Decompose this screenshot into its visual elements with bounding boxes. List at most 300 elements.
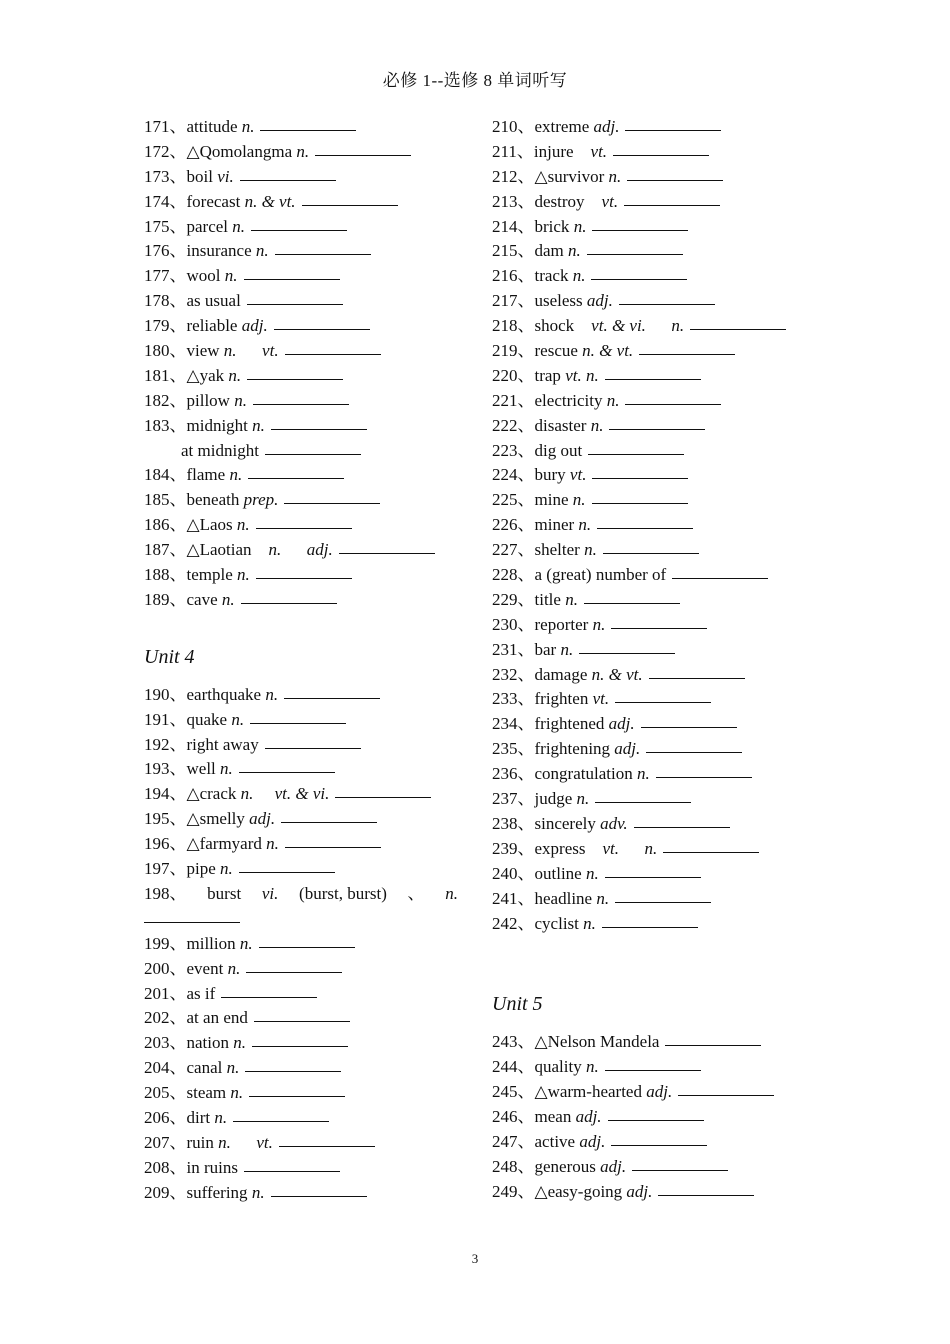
entry-pos: n. & vt.: [591, 664, 643, 684]
entry-pos: n.: [233, 1033, 246, 1053]
entry-word: attitude: [186, 117, 238, 136]
entry-number: 220、: [492, 365, 535, 385]
entry-number: 224、: [492, 465, 535, 485]
right-column: [492, 115, 822, 1205]
entry-pos: n.: [230, 1083, 244, 1103]
entry-number: 201、: [144, 983, 187, 1003]
entry-number: 212、: [492, 166, 535, 186]
entry-word: cave: [186, 589, 218, 609]
answer-blank[interactable]: [279, 1145, 375, 1147]
entry-word: △Qomolangma: [186, 141, 293, 161]
vocab-entry: [144, 215, 464, 240]
entry-number: 241、: [492, 888, 535, 908]
left-list-d: [144, 932, 464, 1206]
entry-pos: vt.: [592, 689, 610, 709]
entry-word: at an end: [186, 1008, 248, 1028]
entry-number: 174、: [144, 191, 187, 211]
entry-word: bury: [534, 465, 566, 485]
entry-word: frightening: [534, 739, 611, 759]
vocab-entry: [492, 687, 822, 712]
answer-blank[interactable]: [592, 229, 688, 231]
answer-blank[interactable]: [271, 1195, 367, 1197]
entry-word: beneath: [186, 490, 240, 510]
entry-word: △farmyard: [186, 834, 262, 854]
entry-number: 206、: [144, 1107, 187, 1127]
answer-blank[interactable]: [256, 577, 352, 579]
entry-word: frighten: [534, 689, 589, 709]
entry-word: △survivor: [534, 166, 605, 186]
left-list-c: [144, 683, 464, 882]
vocab-entry: [144, 1156, 464, 1181]
entry-pos: n.: [265, 684, 279, 704]
answer-blank[interactable]: [634, 826, 730, 828]
answer-blank[interactable]: [656, 776, 752, 778]
vocab-entry: [144, 239, 464, 264]
entry-word: trap: [534, 365, 561, 385]
vocab-entry: [144, 1056, 464, 1081]
entry-word: quake: [186, 709, 228, 729]
answer-blank[interactable]: [271, 428, 367, 430]
answer-blank[interactable]: [602, 926, 698, 928]
answer-blank[interactable]: [658, 1194, 754, 1196]
entry-pos: n.: [224, 266, 238, 286]
answer-blank[interactable]: [639, 353, 735, 355]
entry-number: 210、: [492, 117, 535, 136]
entry-pos: vt. n.: [589, 838, 658, 858]
entry-number: 187、: [144, 540, 187, 560]
answer-blank[interactable]: [339, 552, 435, 554]
answer-blank[interactable]: [221, 996, 317, 998]
answer-blank[interactable]: [240, 179, 336, 181]
answer-blank[interactable]: [302, 204, 398, 206]
entry-number: 194、: [144, 784, 187, 804]
answer-blank[interactable]: [247, 378, 343, 380]
vocab-entry: [492, 538, 822, 563]
entry-number: 231、: [492, 639, 535, 659]
entry-number: 247、: [492, 1131, 535, 1151]
entry-word: congratulation: [534, 764, 633, 784]
answer-blank[interactable]: [248, 477, 344, 479]
entry-number: 219、: [492, 341, 535, 361]
entry-word: midnight: [186, 415, 248, 435]
vocab-entry: [144, 857, 464, 882]
answer-blank[interactable]: [275, 253, 371, 255]
vocab-entry: [144, 1181, 464, 1206]
vocab-entry: [492, 638, 822, 663]
entry-word: temple: [186, 565, 233, 585]
entry-pos: n.: [572, 266, 586, 286]
entry-pos: n.: [220, 759, 233, 779]
entry-pos: adj.: [586, 291, 613, 311]
vocab-entry: [492, 439, 822, 464]
answer-blank[interactable]: [285, 846, 381, 848]
entry-pos: n.: [251, 1182, 265, 1202]
answer-blank[interactable]: [247, 303, 343, 305]
entry-word: express: [534, 838, 586, 858]
vocab-entry: [144, 513, 464, 538]
answer-blank[interactable]: [315, 154, 411, 156]
entry-pos: n.: [239, 933, 253, 953]
answer-blank[interactable]: [592, 502, 688, 504]
vocab-entry: [144, 733, 464, 758]
entry-word: △smelly: [186, 809, 245, 829]
entry-word: injure: [533, 141, 574, 161]
entry-number: 191、: [144, 709, 187, 729]
entry-pos: n.: [241, 117, 255, 136]
answer-blank[interactable]: [625, 403, 721, 405]
entry-number: 189、: [144, 589, 187, 609]
vocab-entry: [492, 837, 822, 862]
vocab-entry: [492, 239, 822, 264]
entry-word: △Laos: [186, 515, 233, 535]
entry-number: 243、: [492, 1032, 535, 1052]
entry-number: 184、: [144, 465, 187, 485]
vocab-entry: [492, 712, 822, 737]
entry-number: 208、: [144, 1157, 187, 1177]
entry-pos: n.: [608, 166, 622, 186]
entry-number: 213、: [492, 191, 535, 211]
answer-blank[interactable]: [239, 871, 335, 873]
entry-pos: n.: [590, 415, 604, 435]
entry-number: 171、: [144, 117, 187, 136]
answer-blank[interactable]: [627, 179, 723, 181]
entry-pos: n.: [220, 859, 233, 879]
entry-number: 221、: [492, 390, 535, 410]
entry-pos: n.: [221, 589, 235, 609]
entry-word: track: [534, 266, 569, 286]
entry-number: 242、: [492, 913, 535, 933]
vocab-entry: [492, 588, 822, 613]
answer-blank[interactable]: [641, 726, 737, 728]
entry-word: earthquake: [186, 684, 262, 704]
entry-pos: n.: [596, 888, 610, 908]
vocab-entry: [492, 190, 822, 215]
vocab-entry: [492, 389, 822, 414]
entry-word: suffering: [186, 1182, 248, 1202]
entry-word: rescue: [534, 341, 578, 361]
entry-word: △Nelson Mandela: [534, 1032, 660, 1052]
answer-blank[interactable]: [690, 328, 786, 330]
entry-pos: n. & vt.: [244, 191, 296, 211]
entry-number: 211、: [492, 141, 534, 161]
entry-number: 222、: [492, 415, 535, 435]
entry-pos: n.: [636, 764, 650, 784]
entry-number: 244、: [492, 1057, 535, 1077]
entry-number: 245、: [492, 1082, 535, 1102]
entry-pos: vi.: [261, 883, 279, 903]
entry-word: dirt: [186, 1107, 211, 1127]
entry-word: pillow: [186, 390, 230, 410]
answer-blank[interactable]: [646, 751, 742, 753]
entry-pos: n.: [255, 241, 269, 261]
entry-pos: n.: [576, 789, 590, 809]
answer-blank[interactable]: [649, 677, 745, 679]
entry-word: reliable: [186, 316, 238, 336]
vocab-entry: [492, 488, 822, 513]
entry-pos: n.: [572, 490, 586, 510]
answer-blank[interactable]: [603, 552, 699, 554]
entry-pos: adj.: [608, 714, 635, 734]
answer-blank[interactable]: [665, 1044, 761, 1046]
answer-blank[interactable]: [245, 1070, 341, 1072]
answer-blank[interactable]: [611, 627, 707, 629]
entry-word: nation: [186, 1033, 229, 1053]
entry-number: 249、: [492, 1181, 535, 1201]
entry-number: 218、: [492, 316, 535, 336]
vocab-entry: [144, 538, 464, 563]
vocab-entry: [492, 513, 822, 538]
entry-number: 234、: [492, 714, 535, 734]
answer-blank[interactable]: [259, 946, 355, 948]
answer-blank[interactable]: [605, 1069, 701, 1071]
entry-pos: vt.: [569, 465, 587, 485]
vocab-entry: [144, 289, 464, 314]
entry-word: extreme: [534, 117, 590, 136]
entry-number: 180、: [144, 341, 187, 361]
answer-blank[interactable]: [591, 278, 687, 280]
vocab-entry: [492, 1105, 822, 1130]
entry-word: mine: [534, 490, 569, 510]
vocab-entry: [144, 190, 464, 215]
vocab-entry: [492, 613, 822, 638]
answer-blank[interactable]: [244, 278, 340, 280]
vocab-entry: [144, 165, 464, 190]
entry-pos: n. vt.: [223, 341, 279, 361]
entry-word: damage: [534, 664, 588, 684]
entry-word: mean: [534, 1107, 572, 1127]
vocab-entry: [492, 289, 822, 314]
entry-pos: n.: [296, 141, 310, 161]
entry-number: 205、: [144, 1083, 187, 1103]
entry-pos: n.: [234, 390, 247, 410]
answer-blank[interactable]: [595, 801, 691, 803]
answer-blank[interactable]: [144, 921, 240, 923]
answer-blank[interactable]: [281, 821, 377, 823]
answer-blank[interactable]: [335, 796, 431, 798]
entry-word: insurance: [186, 241, 252, 261]
entry-pos: n.: [583, 913, 596, 933]
entry-pos: n.: [228, 365, 242, 385]
answer-blank[interactable]: [251, 229, 347, 231]
entry-pos: n.: [585, 1057, 599, 1077]
answer-blank[interactable]: [253, 403, 349, 405]
vocab-entry: [492, 1155, 822, 1180]
entry-number: 217、: [492, 291, 535, 311]
entry-pos: n.: [226, 1058, 240, 1078]
entry-number: 228、: [492, 565, 535, 585]
vocab-entry: [144, 339, 464, 364]
entry-word: miner: [534, 515, 575, 535]
answer-blank[interactable]: [584, 602, 680, 604]
answer-blank[interactable]: [244, 1170, 340, 1172]
vocab-entry: [144, 1131, 464, 1156]
answer-blank[interactable]: [624, 204, 720, 206]
entry-pos: n.: [232, 216, 246, 236]
entry-pos: n.: [592, 614, 606, 634]
entry-pos: adj.: [249, 809, 276, 829]
entry-number: 179、: [144, 316, 187, 336]
vocab-entry: [492, 862, 822, 887]
burst-line: [144, 882, 458, 907]
vocab-entry: [492, 165, 822, 190]
entry-number: 246、: [492, 1107, 535, 1127]
entry-number: 214、: [492, 216, 535, 236]
answer-blank[interactable]: [619, 303, 715, 305]
vocab-entry: [144, 140, 464, 165]
answer-blank[interactable]: [241, 602, 337, 604]
entry-number: 237、: [492, 789, 535, 809]
entry-pos: n.: [229, 465, 243, 485]
entry-number: 172、: [144, 141, 187, 161]
entry-pos: adj.: [579, 1131, 606, 1151]
entry-number: 199、: [144, 933, 187, 953]
answer-blank[interactable]: [274, 328, 370, 330]
answer-blank[interactable]: [615, 901, 711, 903]
entry-word: sincerely: [534, 813, 596, 833]
answer-blank[interactable]: [260, 129, 356, 131]
page-number: 3: [471, 1251, 479, 1266]
entry-word: outline: [534, 863, 582, 883]
entry-pos: prep.: [243, 490, 279, 510]
entry-pos: adj.: [626, 1181, 653, 1201]
entry-number: 195、: [144, 809, 187, 829]
entry-pos: n.: [560, 639, 574, 659]
vocab-entry: [492, 563, 822, 588]
entry-pos: n.: [578, 515, 592, 535]
answer-blank[interactable]: [588, 453, 684, 455]
entry-word: pipe: [186, 859, 216, 879]
entry-word: wool: [186, 266, 221, 286]
vocab-entry: [144, 488, 464, 513]
answer-blank[interactable]: [265, 453, 361, 455]
entry-number: 215、: [492, 241, 535, 261]
answer-blank[interactable]: [239, 771, 335, 773]
vocab-entry: [144, 957, 464, 982]
vocab-entry: [144, 832, 464, 857]
answer-blank[interactable]: [611, 1144, 707, 1146]
entry-word: useless: [534, 291, 583, 311]
entry-word: right away: [186, 734, 259, 754]
vocab-entry: [492, 812, 822, 837]
entry-number: 177、: [144, 266, 187, 286]
answer-blank[interactable]: [285, 353, 381, 355]
answer-blank[interactable]: [579, 652, 675, 654]
entry-number: 196、: [144, 834, 187, 854]
entry-word: quality: [534, 1057, 582, 1077]
left-list-a: [144, 115, 464, 439]
answer-blank[interactable]: [663, 851, 759, 853]
entry-pos: n.: [227, 958, 241, 978]
vocab-entry: [144, 982, 464, 1007]
entry-word: generous: [534, 1156, 596, 1176]
entry-number: 186、: [144, 515, 187, 535]
entry-pos: adj.: [614, 739, 641, 759]
entry-pos: n. & vt.: [582, 341, 634, 361]
vocab-entry: [492, 314, 822, 339]
entry-pos: n.: [231, 709, 245, 729]
entry-word: parcel: [186, 216, 229, 236]
answer-blank[interactable]: [613, 154, 709, 156]
vocab-entry: [144, 414, 464, 439]
entry-word: shock: [534, 316, 575, 336]
answer-blank[interactable]: [678, 1094, 774, 1096]
answer-blank[interactable]: [625, 129, 721, 131]
vocab-entry: [144, 588, 464, 613]
answer-blank[interactable]: [597, 527, 693, 529]
answer-blank[interactable]: [252, 1045, 348, 1047]
answer-blank[interactable]: [632, 1169, 728, 1171]
vocab-entry: [144, 932, 464, 957]
entry-number: 192、: [144, 734, 187, 754]
entry-number: 200、: [144, 958, 187, 978]
vocab-entry: [492, 463, 822, 488]
left-list-b: [144, 463, 464, 612]
answer-blank[interactable]: [672, 577, 768, 579]
answer-blank[interactable]: [592, 477, 688, 479]
vocab-entry: [144, 1081, 464, 1106]
entry-word: steam: [186, 1083, 227, 1103]
answer-blank[interactable]: [609, 428, 705, 430]
entry-word: a (great) number of: [534, 565, 667, 585]
answer-blank[interactable]: [249, 1095, 345, 1097]
entry-word: judge: [534, 789, 573, 809]
vocab-entry: [144, 389, 464, 414]
answer-blank[interactable]: [615, 701, 711, 703]
answer-blank[interactable]: [256, 527, 352, 529]
entry-word: title: [534, 589, 561, 609]
answer-blank[interactable]: [233, 1120, 329, 1122]
entry-pos: n.: [237, 565, 250, 585]
entry-pos: vt. n.: [565, 365, 599, 385]
entry-pos: adj.: [241, 316, 268, 336]
answer-blank[interactable]: [605, 378, 701, 380]
entry-pos: n. vt. & vi.: [240, 784, 330, 804]
entry-word: event: [186, 958, 224, 978]
entry-word: dam: [534, 241, 564, 261]
entry-word: △easy-going: [534, 1181, 623, 1201]
entry-forms: (burst, burst): [299, 883, 387, 903]
entry-word: △yak: [186, 365, 225, 385]
entry-number: 182、: [144, 390, 187, 410]
entry-word: canal: [186, 1058, 223, 1078]
entry-word: boil: [186, 166, 213, 186]
entry-number: 175、: [144, 216, 187, 236]
vocab-entry: [492, 140, 822, 165]
entry-word: cyclist: [534, 913, 579, 933]
answer-blank[interactable]: [246, 971, 342, 973]
entry-number: 239、: [492, 838, 535, 858]
vocab-entry: [492, 215, 822, 240]
answer-blank[interactable]: [254, 1020, 350, 1022]
sub-entry-word: at midnight: [181, 440, 259, 460]
unit-5-heading: Unit 5: [492, 993, 543, 1016]
entry-word: million: [186, 933, 236, 953]
answer-blank[interactable]: [284, 502, 380, 504]
entry-number: 203、: [144, 1033, 187, 1053]
entry-pos: n.: [584, 540, 597, 560]
answer-blank[interactable]: [605, 876, 701, 878]
entry-number: 202、: [144, 1008, 187, 1028]
vocab-entry: [144, 708, 464, 733]
vocab-entry: [144, 463, 464, 488]
answer-blank[interactable]: [284, 697, 380, 699]
entry-pos: n. vt.: [218, 1132, 273, 1152]
answer-blank[interactable]: [250, 722, 346, 724]
entry-word: view: [186, 341, 220, 361]
answer-blank[interactable]: [608, 1119, 704, 1121]
answer-blank[interactable]: [265, 747, 361, 749]
answer-blank[interactable]: [587, 253, 683, 255]
